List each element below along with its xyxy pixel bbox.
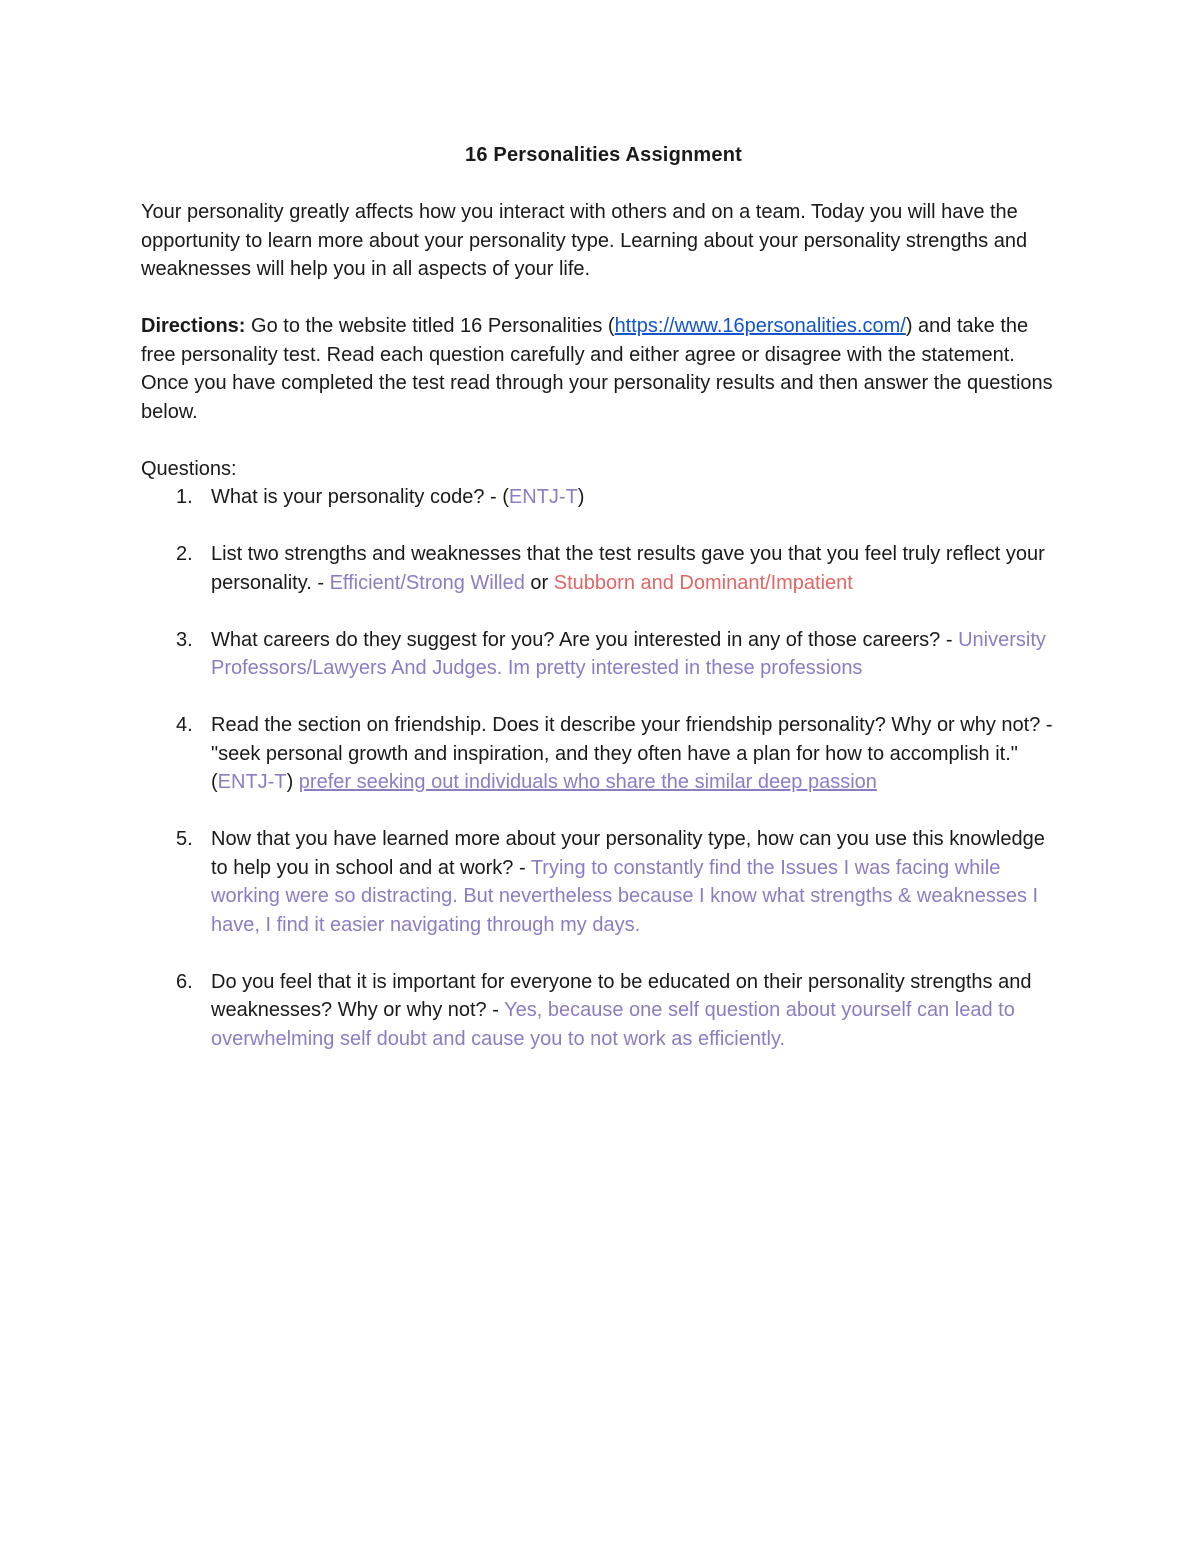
question-number: 6. bbox=[176, 970, 193, 993]
questions-label: Questions: bbox=[141, 457, 237, 480]
question-prompt: List two strengths and weaknesses that the test results gave you that you feel truly reflect your personality. - bbox=[211, 543, 1045, 594]
question-item-3 bbox=[141, 626, 1066, 683]
directions-label: Directions: bbox=[141, 315, 246, 337]
question-suffix: ) bbox=[577, 486, 585, 508]
answer-code: ENTJ-T bbox=[217, 771, 287, 793]
answer-text: Trying to constantly find the Issues I was facing while working were so distracting. But nevertheless because I know what strengths & weaknesses I have, I find it easier navigating through my days. bbox=[211, 856, 1039, 936]
question-prompt: What careers do they suggest for you? Are you interested in any of those careers? - bbox=[211, 628, 959, 651]
question-number: 2. bbox=[176, 543, 193, 565]
question-number: 5. bbox=[176, 828, 193, 850]
directions-text-before: Go to the website titled 16 Personalities ( bbox=[245, 315, 615, 337]
question-prompt: What is your personality code? - ( bbox=[211, 486, 509, 508]
question-prompt: Do you feel that it is important for everyone to be educated on their personality strengths and weaknesses? Why or why not? - bbox=[211, 970, 1032, 1021]
question-prompt: Now that you have learned more about your personality type, how can you use this knowledge to help you in school and at work? - bbox=[211, 828, 1045, 879]
website-link[interactable]: https://www.16personalities.com/ bbox=[614, 315, 906, 337]
answer-text: University Professors/Lawyers And Judges. Im pretty interested in these professions bbox=[211, 628, 1046, 679]
answer-connector: or bbox=[524, 571, 554, 594]
answer-text: ENTJ-T bbox=[508, 486, 578, 508]
question-item-2 bbox=[141, 540, 1066, 597]
answer-text: Yes, because one self question about yourself can lead to overwhelming self doubt and cause you to not work as efficiently. bbox=[211, 999, 1015, 1050]
answer-weaknesses: Stubborn and Dominant/Impatient bbox=[553, 571, 853, 594]
intro-paragraph: Your personality greatly affects how you interact with others and on a team. Today you will have the opportunity to learn more about your personality type. Learning about your personality strengths and weaknesses will help you in all aspects of your life. bbox=[141, 201, 1028, 280]
question-number: 1. bbox=[176, 486, 193, 508]
question-number: 4. bbox=[176, 714, 193, 736]
answer-strengths: Efficient/Strong Willed bbox=[329, 571, 525, 594]
answer-text: prefer seeking out individuals who share the similar deep passion bbox=[298, 771, 877, 793]
question-prompt: Read the section on friendship. Does it describe your friendship personality? Why or why not? - "seek personal growth and inspiration, and they often have a plan for how to accomplish it." ( bbox=[211, 714, 1053, 793]
question-item-1 bbox=[141, 483, 1066, 512]
directions-text-after: ) and take the free personality test. Read each question carefully and either agree or disagree with the statement. Once you have completed the test read through your personality results and then answer the questions below. bbox=[141, 315, 1053, 423]
document-title: 16 Personalities Assignment bbox=[465, 144, 742, 166]
question-mid: ) bbox=[286, 771, 299, 793]
document-body bbox=[141, 141, 1066, 1053]
question-item-4 bbox=[141, 711, 1066, 797]
question-number: 3. bbox=[176, 628, 193, 651]
question-item-6 bbox=[141, 968, 1066, 1054]
directions-paragraph bbox=[141, 312, 1066, 426]
question-item-5 bbox=[141, 825, 1066, 939]
